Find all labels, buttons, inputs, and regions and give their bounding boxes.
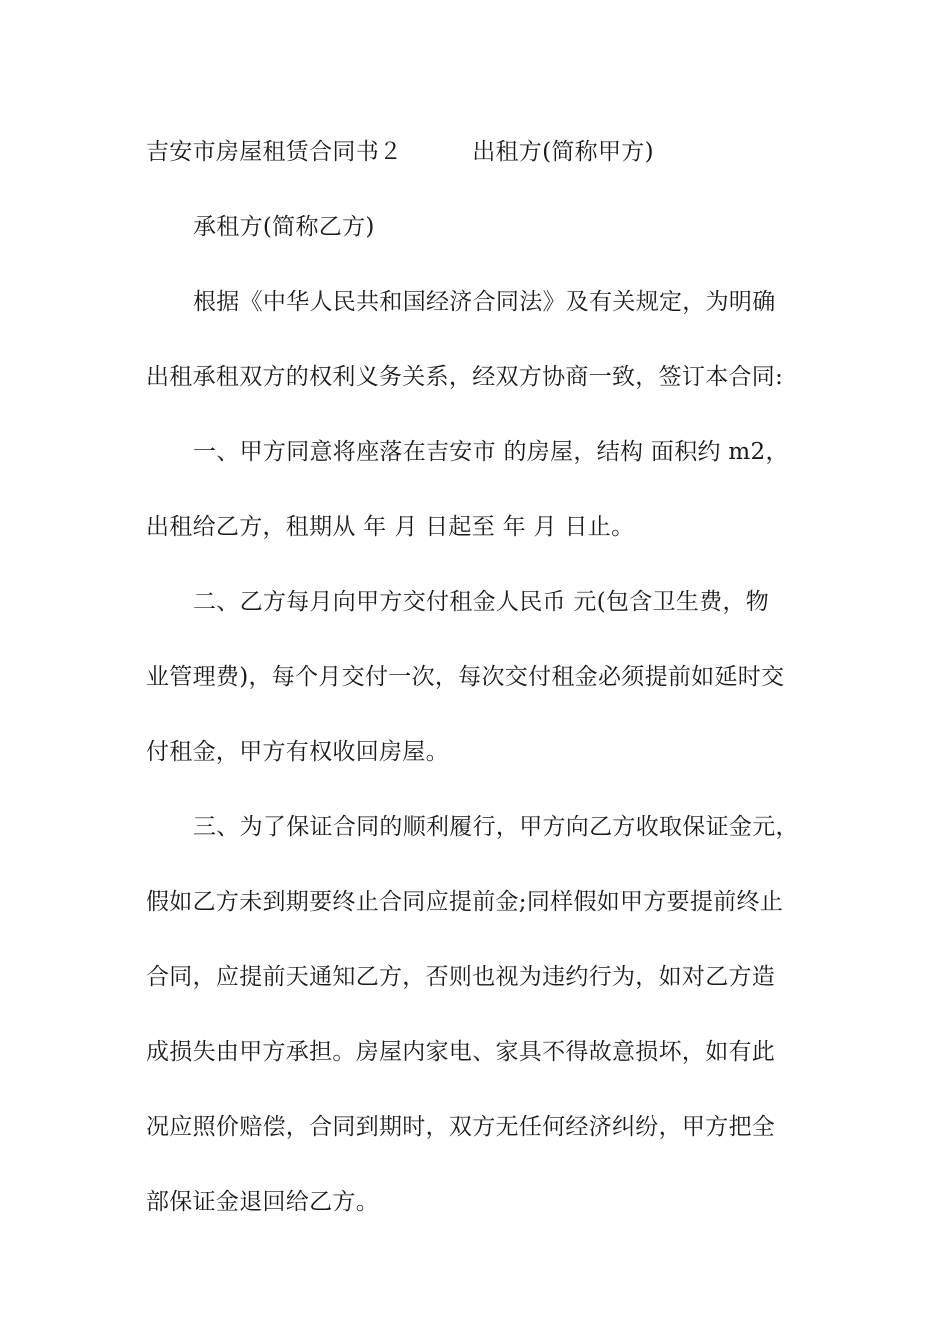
paragraph-line: 假如乙方未到期要终止合同应提前金;同样假如甲方要提前终止 [146, 889, 784, 915]
paragraph-line: 三、为了保证合同的顺利履行，甲方向乙方收取保证金元， [193, 814, 799, 840]
paragraph-line: 承租方(简称乙方) [193, 214, 375, 240]
paragraph-line: 出租承租双方的权利义务关系，经双方协商一致，签订本合同: [146, 364, 784, 390]
paragraph-line: 二、乙方每月向甲方交付租金人民币 元(包含卫生费，物 [193, 589, 770, 615]
paragraph-line: 合同，应提前天通知乙方，否则也视为违约行为，如对乙方造 [146, 964, 776, 990]
paragraph-line: 付租金，甲方有权收回房屋。 [146, 739, 449, 765]
paragraph-line: 一、甲方同意将座落在吉安市 的房屋，结构 面积约 m2， [193, 439, 789, 465]
paragraph-line: 成损失由甲方承担。房屋内家电、家具不得故意损坏，如有此 [146, 1039, 776, 1065]
paragraph-line: 出租给乙方，租期从 年 月 日起至 年 月 日止。 [146, 514, 635, 540]
paragraph-line: 况应照价赔偿，合同到期时，双方无任何经济纠纷，甲方把全 [146, 1114, 776, 1140]
paragraph-line: 根据《中华人民共和国经济合同法》及有关规定，为明确 [193, 289, 776, 315]
paragraph-line: 业管理费)，每个月交付一次，每次交付租金必须提前如延时交 [146, 664, 785, 690]
paragraph-line: 部保证金退回给乙方。 [146, 1189, 379, 1215]
document-title-line: 吉安市房屋租赁合同书２ 出租方(简称甲方) [146, 139, 654, 165]
